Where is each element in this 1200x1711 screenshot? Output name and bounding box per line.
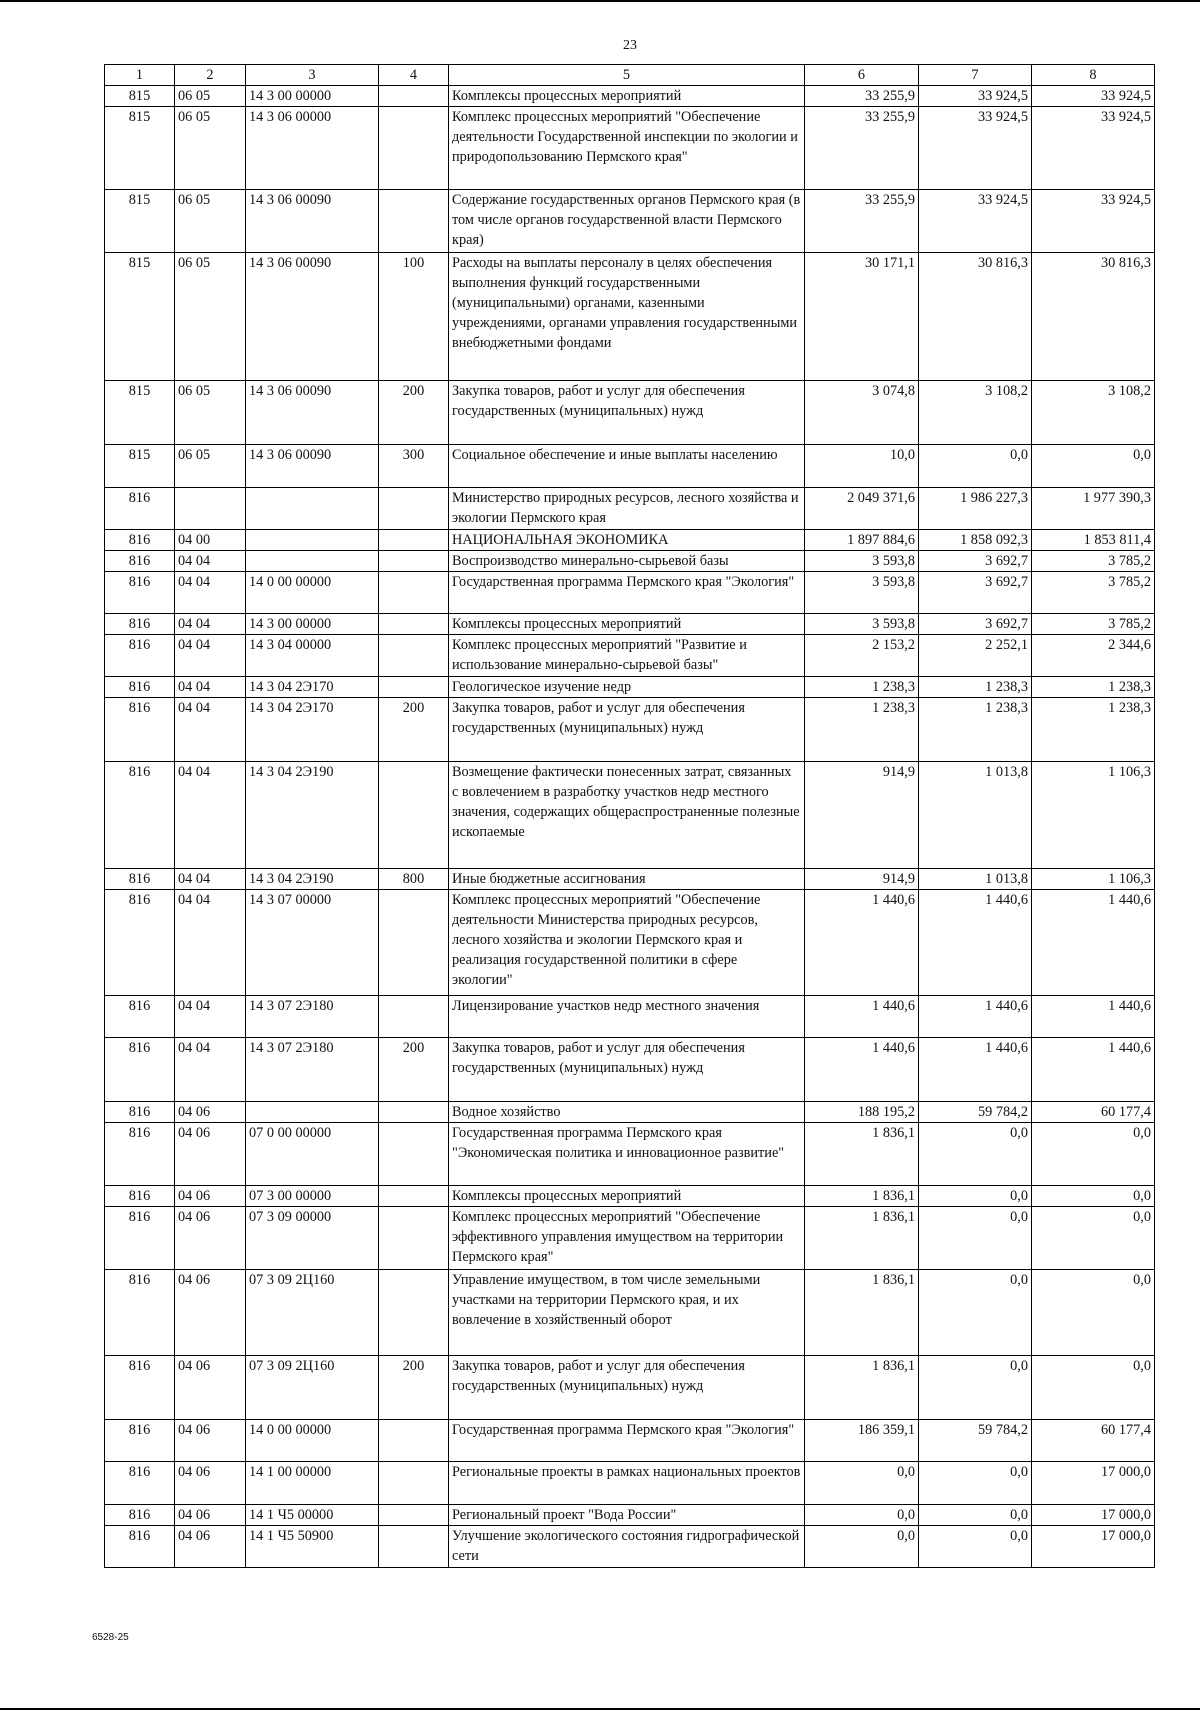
- table-row: [105, 869, 1155, 890]
- amount-cell: 1 836,1: [805, 1123, 919, 1186]
- section-code-cell: 04 04: [175, 698, 246, 762]
- amount-cell: 0,0: [805, 1505, 919, 1526]
- amount-cell: 3 785,2: [1032, 572, 1155, 614]
- amount-cell: 3 692,7: [919, 614, 1032, 635]
- admin-code-cell: 816: [105, 572, 175, 614]
- column-header: 3: [246, 65, 379, 86]
- amount-cell: 1 836,1: [805, 1356, 919, 1420]
- amount-cell: 17 000,0: [1032, 1462, 1155, 1505]
- expense-type-cell: 200: [379, 1038, 449, 1102]
- amount-cell: 1 238,3: [805, 677, 919, 698]
- admin-code-cell: 816: [105, 1038, 175, 1102]
- amount-cell: 3 074,8: [805, 381, 919, 445]
- amount-cell: 0,0: [919, 1526, 1032, 1568]
- section-code-cell: 04 04: [175, 762, 246, 869]
- amount-cell: 33 255,9: [805, 107, 919, 190]
- section-code-cell: 06 05: [175, 445, 246, 488]
- name-cell: Министерство природных ресурсов, лесного хозяйства и экологии Пермского края: [449, 488, 805, 530]
- table-header: [105, 65, 1155, 86]
- table-row: [105, 1462, 1155, 1505]
- expense-type-cell: [379, 1186, 449, 1207]
- section-code-cell: 06 05: [175, 86, 246, 107]
- target-article-cell: 14 3 04 2Э190: [246, 762, 379, 869]
- section-code-cell: 06 05: [175, 190, 246, 253]
- amount-cell: 1 986 227,3: [919, 488, 1032, 530]
- document-id: 6528-25: [92, 1632, 129, 1643]
- expense-type-cell: [379, 572, 449, 614]
- admin-code-cell: 816: [105, 677, 175, 698]
- section-code-cell: 04 00: [175, 530, 246, 551]
- amount-cell: 0,0: [1032, 1123, 1155, 1186]
- amount-cell: 0,0: [1032, 1186, 1155, 1207]
- expense-type-cell: [379, 762, 449, 869]
- section-code-cell: 06 05: [175, 107, 246, 190]
- amount-cell: 3 593,8: [805, 572, 919, 614]
- target-article-cell: 07 3 09 2Ц160: [246, 1270, 379, 1356]
- table-row: [105, 614, 1155, 635]
- amount-cell: 1 238,3: [1032, 677, 1155, 698]
- section-code-cell: 04 06: [175, 1505, 246, 1526]
- amount-cell: 0,0: [1032, 1207, 1155, 1270]
- table-row: [105, 107, 1155, 190]
- target-article-cell: 14 3 07 2Э180: [246, 1038, 379, 1102]
- amount-cell: 1 897 884,6: [805, 530, 919, 551]
- bottom-scan-edge: [0, 1708, 1200, 1710]
- expense-type-cell: 200: [379, 698, 449, 762]
- section-code-cell: 04 06: [175, 1420, 246, 1462]
- target-article-cell: 14 3 07 2Э180: [246, 996, 379, 1038]
- admin-code-cell: 815: [105, 253, 175, 381]
- target-article-cell: 14 1 00 00000: [246, 1462, 379, 1505]
- amount-cell: 914,9: [805, 869, 919, 890]
- amount-cell: 2 153,2: [805, 635, 919, 677]
- name-cell: Закупка товаров, работ и услуг для обеспечения государственных (муниципальных) нужд: [449, 381, 805, 445]
- section-code-cell: 04 04: [175, 1038, 246, 1102]
- name-cell: Комплекс процессных мероприятий "Обеспечение эффективного управления имуществом на территории Пермского края": [449, 1207, 805, 1270]
- section-code-cell: 04 06: [175, 1186, 246, 1207]
- target-article-cell: 14 1 Ч5 00000: [246, 1505, 379, 1526]
- column-header: 7: [919, 65, 1032, 86]
- amount-cell: 1 440,6: [919, 890, 1032, 996]
- amount-cell: 0,0: [919, 1123, 1032, 1186]
- name-cell: Закупка товаров, работ и услуг для обеспечения государственных (муниципальных) нужд: [449, 698, 805, 762]
- amount-cell: 1 238,3: [919, 698, 1032, 762]
- expense-type-cell: [379, 1420, 449, 1462]
- amount-cell: 3 785,2: [1032, 614, 1155, 635]
- table-row: [105, 635, 1155, 677]
- amount-cell: 1 858 092,3: [919, 530, 1032, 551]
- section-code-cell: 04 04: [175, 996, 246, 1038]
- expense-type-cell: [379, 1462, 449, 1505]
- section-code-cell: 04 04: [175, 551, 246, 572]
- amount-cell: 33 255,9: [805, 190, 919, 253]
- target-article-cell: 14 1 Ч5 50900: [246, 1526, 379, 1568]
- amount-cell: 33 924,5: [1032, 107, 1155, 190]
- amount-cell: 0,0: [919, 1462, 1032, 1505]
- amount-cell: 1 836,1: [805, 1186, 919, 1207]
- expense-type-cell: 200: [379, 1356, 449, 1420]
- table-row: [105, 530, 1155, 551]
- amount-cell: 1 238,3: [1032, 698, 1155, 762]
- admin-code-cell: 816: [105, 1207, 175, 1270]
- amount-cell: 0,0: [805, 1526, 919, 1568]
- amount-cell: 0,0: [1032, 1356, 1155, 1420]
- table-row: [105, 190, 1155, 253]
- expense-type-cell: [379, 190, 449, 253]
- amount-cell: 60 177,4: [1032, 1102, 1155, 1123]
- admin-code-cell: 816: [105, 635, 175, 677]
- name-cell: Комплекс процессных мероприятий "Обеспечение деятельности Министерства природных ресурсов, лесного хозяйства и экологии Пермского края и реализация государственной политики в сфере экологии": [449, 890, 805, 996]
- target-article-cell: 14 3 04 2Э190: [246, 869, 379, 890]
- top-scan-edge: [0, 0, 1200, 2]
- amount-cell: 3 108,2: [1032, 381, 1155, 445]
- amount-cell: 1 440,6: [805, 996, 919, 1038]
- amount-cell: 1 440,6: [919, 996, 1032, 1038]
- section-code-cell: 04 06: [175, 1270, 246, 1356]
- table-row: [105, 1505, 1155, 1526]
- admin-code-cell: 816: [105, 890, 175, 996]
- expense-type-cell: 800: [379, 869, 449, 890]
- amount-cell: 3 785,2: [1032, 551, 1155, 572]
- section-code-cell: [175, 488, 246, 530]
- name-cell: Улучшение экологического состояния гидрографической сети: [449, 1526, 805, 1568]
- column-header: 2: [175, 65, 246, 86]
- target-article-cell: [246, 530, 379, 551]
- section-code-cell: 04 06: [175, 1102, 246, 1123]
- expense-type-cell: [379, 107, 449, 190]
- admin-code-cell: 816: [105, 762, 175, 869]
- expense-type-cell: 300: [379, 445, 449, 488]
- amount-cell: 3 692,7: [919, 572, 1032, 614]
- amount-cell: 1 440,6: [805, 1038, 919, 1102]
- section-code-cell: 04 04: [175, 614, 246, 635]
- expense-type-cell: 200: [379, 381, 449, 445]
- admin-code-cell: 816: [105, 1505, 175, 1526]
- name-cell: Лицензирование участков недр местного значения: [449, 996, 805, 1038]
- name-cell: Воспроизводство минерально-сырьевой базы: [449, 551, 805, 572]
- amount-cell: 59 784,2: [919, 1102, 1032, 1123]
- name-cell: Комплексы процессных мероприятий: [449, 1186, 805, 1207]
- admin-code-cell: 815: [105, 381, 175, 445]
- table-row: [105, 1123, 1155, 1186]
- name-cell: Геологическое изучение недр: [449, 677, 805, 698]
- amount-cell: 3 692,7: [919, 551, 1032, 572]
- section-code-cell: 04 04: [175, 572, 246, 614]
- amount-cell: 17 000,0: [1032, 1526, 1155, 1568]
- expense-type-cell: [379, 530, 449, 551]
- admin-code-cell: 815: [105, 86, 175, 107]
- target-article-cell: 14 3 07 00000: [246, 890, 379, 996]
- section-code-cell: 04 06: [175, 1462, 246, 1505]
- amount-cell: 1 440,6: [919, 1038, 1032, 1102]
- name-cell: Содержание государственных органов Пермского края (в том числе органов государственной власти Пермского края): [449, 190, 805, 253]
- name-cell: Государственная программа Пермского края "Экономическая политика и инновационное развитие": [449, 1123, 805, 1186]
- target-article-cell: [246, 551, 379, 572]
- section-code-cell: 04 04: [175, 635, 246, 677]
- header-row: [105, 65, 1155, 86]
- target-article-cell: 07 0 00 00000: [246, 1123, 379, 1186]
- amount-cell: 3 593,8: [805, 551, 919, 572]
- table-row: [105, 762, 1155, 869]
- amount-cell: 0,0: [919, 1270, 1032, 1356]
- amount-cell: 1 440,6: [1032, 1038, 1155, 1102]
- amount-cell: 33 924,5: [1032, 190, 1155, 253]
- expense-type-cell: [379, 1270, 449, 1356]
- amount-cell: 1 440,6: [1032, 890, 1155, 996]
- target-article-cell: 14 3 06 00090: [246, 190, 379, 253]
- table-row: [105, 1186, 1155, 1207]
- amount-cell: 17 000,0: [1032, 1505, 1155, 1526]
- section-code-cell: 06 05: [175, 253, 246, 381]
- column-header: 1: [105, 65, 175, 86]
- target-article-cell: 14 3 06 00090: [246, 445, 379, 488]
- admin-code-cell: 816: [105, 530, 175, 551]
- amount-cell: 0,0: [1032, 445, 1155, 488]
- table-row: [105, 996, 1155, 1038]
- amount-cell: 0,0: [919, 445, 1032, 488]
- name-cell: Водное хозяйство: [449, 1102, 805, 1123]
- name-cell: Государственная программа Пермского края "Экология": [449, 572, 805, 614]
- amount-cell: 1 440,6: [1032, 996, 1155, 1038]
- amount-cell: 30 171,1: [805, 253, 919, 381]
- section-code-cell: 04 06: [175, 1526, 246, 1568]
- expense-type-cell: [379, 996, 449, 1038]
- admin-code-cell: 815: [105, 190, 175, 253]
- table-row: [105, 488, 1155, 530]
- table-row: [105, 1038, 1155, 1102]
- section-code-cell: 04 04: [175, 890, 246, 996]
- admin-code-cell: 816: [105, 1186, 175, 1207]
- name-cell: Комплекс процессных мероприятий "Развитие и использование минерально-сырьевой базы": [449, 635, 805, 677]
- column-header: 8: [1032, 65, 1155, 86]
- admin-code-cell: 816: [105, 1526, 175, 1568]
- amount-cell: 33 924,5: [1032, 86, 1155, 107]
- admin-code-cell: 816: [105, 869, 175, 890]
- expense-type-cell: [379, 1102, 449, 1123]
- target-article-cell: 14 3 06 00090: [246, 381, 379, 445]
- name-cell: Расходы на выплаты персоналу в целях обеспечения выполнения функций государственными (муниципальными) органами, казенными учреждениями, органами управления государственными внебюджетными фондами: [449, 253, 805, 381]
- amount-cell: 0,0: [919, 1505, 1032, 1526]
- target-article-cell: [246, 1102, 379, 1123]
- column-header: 4: [379, 65, 449, 86]
- amount-cell: 30 816,3: [1032, 253, 1155, 381]
- admin-code-cell: 816: [105, 614, 175, 635]
- section-code-cell: 04 04: [175, 677, 246, 698]
- amount-cell: 0,0: [1032, 1270, 1155, 1356]
- expense-type-cell: [379, 488, 449, 530]
- amount-cell: 1 106,3: [1032, 762, 1155, 869]
- table-row: [105, 1102, 1155, 1123]
- amount-cell: 3 108,2: [919, 381, 1032, 445]
- target-article-cell: 14 3 04 2Э170: [246, 698, 379, 762]
- section-code-cell: 04 06: [175, 1207, 246, 1270]
- amount-cell: 33 924,5: [919, 190, 1032, 253]
- column-header: 6: [805, 65, 919, 86]
- target-article-cell: 07 3 00 00000: [246, 1186, 379, 1207]
- amount-cell: 33 924,5: [919, 107, 1032, 190]
- section-code-cell: 04 04: [175, 869, 246, 890]
- amount-cell: 0,0: [919, 1207, 1032, 1270]
- expense-type-cell: [379, 1207, 449, 1270]
- amount-cell: 1 013,8: [919, 869, 1032, 890]
- target-article-cell: 14 0 00 00000: [246, 572, 379, 614]
- amount-cell: 0,0: [919, 1186, 1032, 1207]
- amount-cell: 0,0: [919, 1356, 1032, 1420]
- section-code-cell: 06 05: [175, 381, 246, 445]
- amount-cell: 30 816,3: [919, 253, 1032, 381]
- table-row: [105, 86, 1155, 107]
- admin-code-cell: 816: [105, 1462, 175, 1505]
- amount-cell: 3 593,8: [805, 614, 919, 635]
- target-article-cell: 14 3 06 00000: [246, 107, 379, 190]
- admin-code-cell: 816: [105, 1270, 175, 1356]
- target-article-cell: [246, 488, 379, 530]
- name-cell: Комплексы процессных мероприятий: [449, 614, 805, 635]
- amount-cell: 914,9: [805, 762, 919, 869]
- expense-type-cell: [379, 1526, 449, 1568]
- expense-type-cell: [379, 1123, 449, 1186]
- expense-type-cell: [379, 635, 449, 677]
- budget-table: [104, 64, 1155, 1568]
- target-article-cell: 14 3 00 00000: [246, 86, 379, 107]
- expense-type-cell: [379, 677, 449, 698]
- table-row: [105, 253, 1155, 381]
- table-row: [105, 698, 1155, 762]
- name-cell: Закупка товаров, работ и услуг для обеспечения государственных (муниципальных) нужд: [449, 1356, 805, 1420]
- amount-cell: 10,0: [805, 445, 919, 488]
- target-article-cell: 14 0 00 00000: [246, 1420, 379, 1462]
- table-row: [105, 572, 1155, 614]
- name-cell: Государственная программа Пермского края "Экология": [449, 1420, 805, 1462]
- table-row: [105, 1356, 1155, 1420]
- table-row: [105, 551, 1155, 572]
- target-article-cell: 14 3 04 2Э170: [246, 677, 379, 698]
- table-row: [105, 1526, 1155, 1568]
- target-article-cell: 14 3 06 00090: [246, 253, 379, 381]
- amount-cell: 1 853 811,4: [1032, 530, 1155, 551]
- table-row: [105, 445, 1155, 488]
- table-row: [105, 1207, 1155, 1270]
- name-cell: Закупка товаров, работ и услуг для обеспечения государственных (муниципальных) нужд: [449, 1038, 805, 1102]
- name-cell: Социальное обеспечение и иные выплаты населению: [449, 445, 805, 488]
- amount-cell: 186 359,1: [805, 1420, 919, 1462]
- admin-code-cell: 816: [105, 698, 175, 762]
- expense-type-cell: [379, 890, 449, 996]
- section-code-cell: 04 06: [175, 1123, 246, 1186]
- name-cell: Управление имуществом, в том числе земельными участками на территории Пермского края, и их вовлечение в хозяйственный оборот: [449, 1270, 805, 1356]
- expense-type-cell: [379, 86, 449, 107]
- amount-cell: 1 238,3: [805, 698, 919, 762]
- amount-cell: 0,0: [805, 1462, 919, 1505]
- expense-type-cell: [379, 551, 449, 572]
- admin-code-cell: 816: [105, 996, 175, 1038]
- table-body: [105, 86, 1155, 1568]
- amount-cell: 1 836,1: [805, 1207, 919, 1270]
- table-row: [105, 1270, 1155, 1356]
- target-article-cell: 14 3 04 00000: [246, 635, 379, 677]
- amount-cell: 1 977 390,3: [1032, 488, 1155, 530]
- admin-code-cell: 816: [105, 1420, 175, 1462]
- expense-type-cell: 100: [379, 253, 449, 381]
- amount-cell: 33 255,9: [805, 86, 919, 107]
- admin-code-cell: 816: [105, 1102, 175, 1123]
- target-article-cell: 14 3 00 00000: [246, 614, 379, 635]
- target-article-cell: 07 3 09 00000: [246, 1207, 379, 1270]
- amount-cell: 1 013,8: [919, 762, 1032, 869]
- expense-type-cell: [379, 614, 449, 635]
- table-row: [105, 677, 1155, 698]
- name-cell: Комплекс процессных мероприятий "Обеспечение деятельности Государственной инспекции по экологии и природопользованию Пермского края": [449, 107, 805, 190]
- name-cell: Иные бюджетные ассигнования: [449, 869, 805, 890]
- column-header: 5: [449, 65, 805, 86]
- amount-cell: 1 440,6: [805, 890, 919, 996]
- name-cell: Региональные проекты в рамках национальных проектов: [449, 1462, 805, 1505]
- amount-cell: 188 195,2: [805, 1102, 919, 1123]
- target-article-cell: 07 3 09 2Ц160: [246, 1356, 379, 1420]
- name-cell: Региональный проект "Вода России": [449, 1505, 805, 1526]
- admin-code-cell: 816: [105, 488, 175, 530]
- section-code-cell: 04 06: [175, 1356, 246, 1420]
- admin-code-cell: 815: [105, 445, 175, 488]
- amount-cell: 2 344,6: [1032, 635, 1155, 677]
- amount-cell: 1 836,1: [805, 1270, 919, 1356]
- expense-type-cell: [379, 1505, 449, 1526]
- amount-cell: 2 252,1: [919, 635, 1032, 677]
- table-row: [105, 381, 1155, 445]
- admin-code-cell: 815: [105, 107, 175, 190]
- amount-cell: 33 924,5: [919, 86, 1032, 107]
- table-row: [105, 1420, 1155, 1462]
- admin-code-cell: 816: [105, 551, 175, 572]
- amount-cell: 60 177,4: [1032, 1420, 1155, 1462]
- amount-cell: 2 049 371,6: [805, 488, 919, 530]
- amount-cell: 1 106,3: [1032, 869, 1155, 890]
- admin-code-cell: 816: [105, 1356, 175, 1420]
- name-cell: НАЦИОНАЛЬНАЯ ЭКОНОМИКА: [449, 530, 805, 551]
- table-row: [105, 890, 1155, 996]
- page-number: 23: [623, 38, 637, 53]
- amount-cell: 1 238,3: [919, 677, 1032, 698]
- name-cell: Возмещение фактически понесенных затрат, связанных с вовлечением в разработку участков недр местного значения, содержащих общераспространенные полезные ископаемые: [449, 762, 805, 869]
- admin-code-cell: 816: [105, 1123, 175, 1186]
- name-cell: Комплексы процессных мероприятий: [449, 86, 805, 107]
- amount-cell: 59 784,2: [919, 1420, 1032, 1462]
